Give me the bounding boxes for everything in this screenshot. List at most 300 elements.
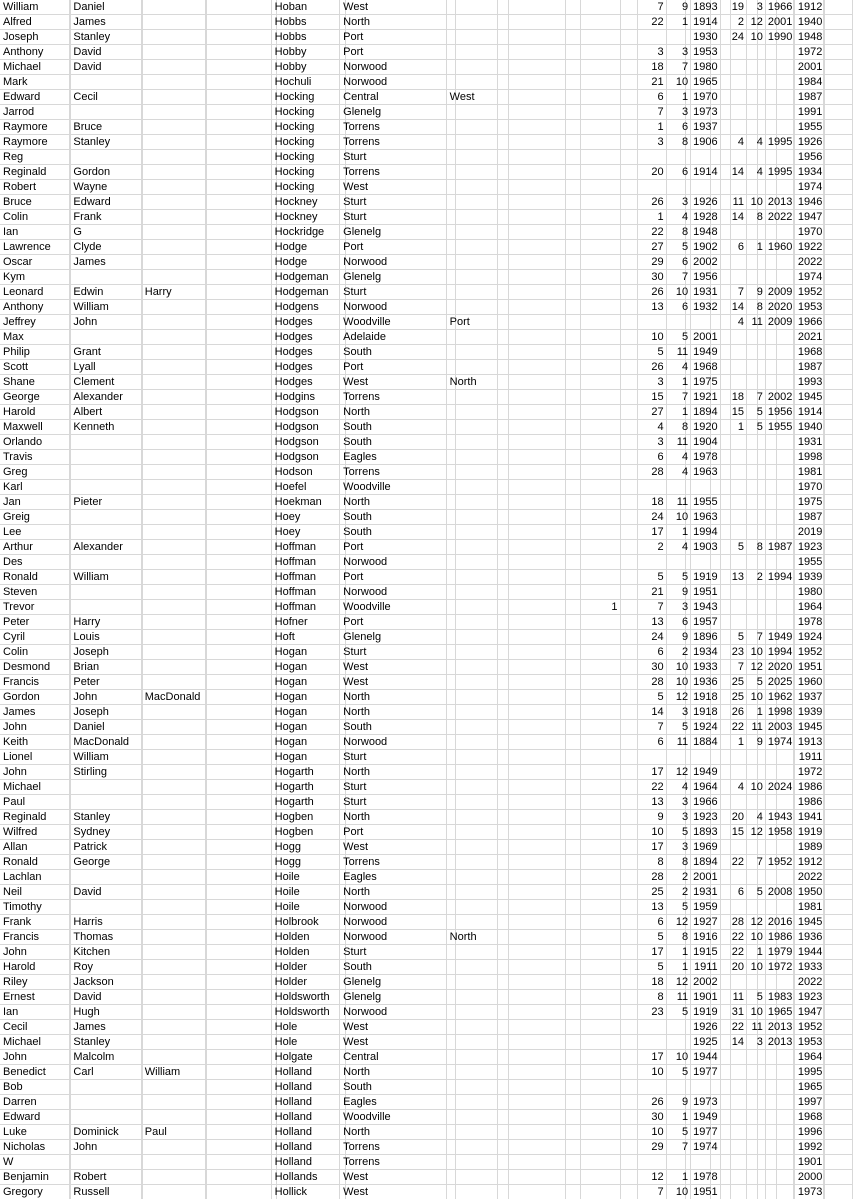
second-middle-name[interactable]: [141, 600, 205, 615]
first-name[interactable]: Anthony: [0, 300, 70, 315]
club[interactable]: North: [340, 15, 447, 30]
empty-cell[interactable]: [498, 390, 566, 405]
club[interactable]: North: [340, 885, 447, 900]
empty-cell[interactable]: [825, 330, 853, 345]
birth-day[interactable]: 10: [620, 1125, 666, 1140]
birth-month[interactable]: 12: [666, 915, 691, 930]
debut-year[interactable]: 1923: [795, 540, 825, 555]
flag[interactable]: [566, 255, 620, 270]
death-day[interactable]: 19: [720, 0, 746, 15]
birth-month[interactable]: 11: [666, 990, 691, 1005]
death-day[interactable]: 22: [720, 1020, 746, 1035]
empty-cell[interactable]: [498, 570, 566, 585]
birth-day[interactable]: 7: [620, 0, 666, 15]
empty-cell[interactable]: [498, 210, 566, 225]
second-middle-name[interactable]: [141, 510, 205, 525]
death-month[interactable]: 10: [747, 960, 766, 975]
club-2[interactable]: [446, 870, 498, 885]
club[interactable]: Sturt: [340, 795, 447, 810]
empty-cell[interactable]: [825, 765, 853, 780]
first-name[interactable]: Orlando: [0, 435, 70, 450]
birth-year[interactable]: 1957: [691, 615, 720, 630]
death-month[interactable]: [747, 870, 766, 885]
flag[interactable]: [566, 0, 620, 15]
flag[interactable]: [566, 30, 620, 45]
death-day[interactable]: 25: [720, 675, 746, 690]
birth-month[interactable]: 6: [666, 120, 691, 135]
empty-cell[interactable]: [498, 600, 566, 615]
middle-name[interactable]: Brian: [70, 660, 141, 675]
empty-cell[interactable]: [205, 195, 271, 210]
birth-year[interactable]: 1934: [691, 645, 720, 660]
empty-cell[interactable]: [205, 1095, 271, 1110]
club[interactable]: Glenelg: [340, 630, 447, 645]
club-2[interactable]: [446, 450, 498, 465]
empty-cell[interactable]: [205, 975, 271, 990]
birth-year[interactable]: 1930: [691, 30, 720, 45]
club[interactable]: Torrens: [340, 1155, 447, 1170]
death-day[interactable]: [720, 1095, 746, 1110]
birth-month[interactable]: 6: [666, 615, 691, 630]
empty-cell[interactable]: [825, 285, 853, 300]
first-name[interactable]: Arthur: [0, 540, 70, 555]
birth-day[interactable]: [620, 30, 666, 45]
club[interactable]: Norwood: [340, 555, 447, 570]
flag[interactable]: [566, 1050, 620, 1065]
middle-name[interactable]: William: [70, 750, 141, 765]
club-2[interactable]: [446, 150, 498, 165]
death-month[interactable]: 8: [747, 210, 766, 225]
death-year[interactable]: [765, 1185, 794, 1199]
empty-cell[interactable]: [498, 1155, 566, 1170]
death-year[interactable]: 2024: [765, 780, 794, 795]
surname[interactable]: Hoile: [271, 885, 340, 900]
first-name[interactable]: Ian: [0, 1005, 70, 1020]
middle-name[interactable]: [70, 150, 141, 165]
club[interactable]: West: [340, 1020, 447, 1035]
birth-day[interactable]: 17: [620, 1050, 666, 1065]
birth-day[interactable]: 10: [620, 330, 666, 345]
empty-cell[interactable]: [498, 960, 566, 975]
club[interactable]: Norwood: [340, 930, 447, 945]
birth-day[interactable]: 24: [620, 630, 666, 645]
empty-cell[interactable]: [205, 795, 271, 810]
death-year[interactable]: 2020: [765, 660, 794, 675]
club-2[interactable]: [446, 945, 498, 960]
surname[interactable]: Holland: [271, 1095, 340, 1110]
club[interactable]: Port: [340, 540, 447, 555]
surname[interactable]: Hoban: [271, 0, 340, 15]
death-day[interactable]: 28: [720, 915, 746, 930]
club-2[interactable]: [446, 30, 498, 45]
empty-cell[interactable]: [205, 930, 271, 945]
birth-year[interactable]: 1915: [691, 945, 720, 960]
club-2[interactable]: [446, 225, 498, 240]
death-month[interactable]: [747, 795, 766, 810]
birth-month[interactable]: 6: [666, 165, 691, 180]
second-middle-name[interactable]: [141, 135, 205, 150]
flag[interactable]: [566, 960, 620, 975]
empty-cell[interactable]: [825, 855, 853, 870]
second-middle-name[interactable]: [141, 990, 205, 1005]
first-name[interactable]: Michael: [0, 780, 70, 795]
empty-cell[interactable]: [205, 735, 271, 750]
debut-year[interactable]: 1945: [795, 720, 825, 735]
death-day[interactable]: 4: [720, 135, 746, 150]
club-2[interactable]: [446, 195, 498, 210]
first-name[interactable]: Raymore: [0, 120, 70, 135]
birth-day[interactable]: 18: [620, 975, 666, 990]
flag[interactable]: [566, 975, 620, 990]
first-name[interactable]: Leonard: [0, 285, 70, 300]
empty-cell[interactable]: [498, 885, 566, 900]
death-month[interactable]: 10: [747, 30, 766, 45]
club[interactable]: Port: [340, 30, 447, 45]
birth-month[interactable]: [666, 480, 691, 495]
middle-name[interactable]: Lyall: [70, 360, 141, 375]
death-day[interactable]: 6: [720, 885, 746, 900]
birth-year[interactable]: 1894: [691, 405, 720, 420]
empty-cell[interactable]: [825, 585, 853, 600]
birth-year[interactable]: [691, 750, 720, 765]
empty-cell[interactable]: [205, 915, 271, 930]
second-middle-name[interactable]: [141, 1050, 205, 1065]
flag[interactable]: [566, 45, 620, 60]
empty-cell[interactable]: [205, 90, 271, 105]
club-2[interactable]: [446, 480, 498, 495]
empty-cell[interactable]: [205, 405, 271, 420]
birth-day[interactable]: 18: [620, 60, 666, 75]
death-month[interactable]: [747, 975, 766, 990]
second-middle-name[interactable]: [141, 840, 205, 855]
first-name[interactable]: Alfred: [0, 15, 70, 30]
second-middle-name[interactable]: [141, 45, 205, 60]
club-2[interactable]: [446, 840, 498, 855]
surname[interactable]: Hodge: [271, 255, 340, 270]
death-month[interactable]: [747, 150, 766, 165]
death-month[interactable]: [747, 225, 766, 240]
birth-year[interactable]: 1884: [691, 735, 720, 750]
empty-cell[interactable]: [825, 90, 853, 105]
second-middle-name[interactable]: [141, 420, 205, 435]
empty-cell[interactable]: [205, 660, 271, 675]
death-day[interactable]: [720, 555, 746, 570]
empty-cell[interactable]: [205, 1155, 271, 1170]
birth-year[interactable]: [691, 555, 720, 570]
death-month[interactable]: 10: [747, 690, 766, 705]
first-name[interactable]: Oscar: [0, 255, 70, 270]
flag[interactable]: [566, 1080, 620, 1095]
debut-year[interactable]: 1946: [795, 195, 825, 210]
death-day[interactable]: 22: [720, 720, 746, 735]
birth-year[interactable]: 1919: [691, 570, 720, 585]
empty-cell[interactable]: [825, 915, 853, 930]
club-2[interactable]: [446, 960, 498, 975]
first-name[interactable]: George: [0, 390, 70, 405]
debut-year[interactable]: 1947: [795, 210, 825, 225]
flag[interactable]: [566, 240, 620, 255]
birth-year[interactable]: 1973: [691, 105, 720, 120]
middle-name[interactable]: [70, 1155, 141, 1170]
club-2[interactable]: [446, 810, 498, 825]
death-month[interactable]: [747, 105, 766, 120]
surname[interactable]: Hockney: [271, 195, 340, 210]
empty-cell[interactable]: [205, 555, 271, 570]
club[interactable]: Torrens: [340, 465, 447, 480]
death-year[interactable]: 2013: [765, 195, 794, 210]
surname[interactable]: Hochuli: [271, 75, 340, 90]
death-month[interactable]: 8: [747, 540, 766, 555]
empty-cell[interactable]: [498, 720, 566, 735]
death-year[interactable]: [765, 255, 794, 270]
surname[interactable]: Hoile: [271, 870, 340, 885]
flag[interactable]: [566, 780, 620, 795]
empty-cell[interactable]: [825, 540, 853, 555]
surname[interactable]: Hoffman: [271, 585, 340, 600]
birth-month[interactable]: 12: [666, 690, 691, 705]
second-middle-name[interactable]: [141, 1020, 205, 1035]
empty-cell[interactable]: [498, 735, 566, 750]
club[interactable]: Sturt: [340, 210, 447, 225]
surname[interactable]: Hofner: [271, 615, 340, 630]
birth-month[interactable]: 5: [666, 825, 691, 840]
death-month[interactable]: [747, 1155, 766, 1170]
birth-year[interactable]: 1969: [691, 840, 720, 855]
debut-year[interactable]: 1964: [795, 1050, 825, 1065]
death-month[interactable]: 12: [747, 660, 766, 675]
empty-cell[interactable]: [825, 390, 853, 405]
surname[interactable]: Hoefel: [271, 480, 340, 495]
birth-day[interactable]: 2: [620, 540, 666, 555]
debut-year[interactable]: 1981: [795, 465, 825, 480]
death-day[interactable]: [720, 1140, 746, 1155]
empty-cell[interactable]: [498, 990, 566, 1005]
club-2[interactable]: [446, 1035, 498, 1050]
birth-year[interactable]: 1902: [691, 240, 720, 255]
death-month[interactable]: 9: [747, 285, 766, 300]
middle-name[interactable]: Roy: [70, 960, 141, 975]
empty-cell[interactable]: [205, 1170, 271, 1185]
club[interactable]: West: [340, 840, 447, 855]
empty-cell[interactable]: [498, 405, 566, 420]
debut-year[interactable]: 2021: [795, 330, 825, 345]
surname[interactable]: Hoffman: [271, 555, 340, 570]
debut-year[interactable]: 1974: [795, 270, 825, 285]
second-middle-name[interactable]: [141, 405, 205, 420]
middle-name[interactable]: Louis: [70, 630, 141, 645]
club[interactable]: South: [340, 525, 447, 540]
surname[interactable]: Holden: [271, 930, 340, 945]
birth-month[interactable]: 4: [666, 465, 691, 480]
death-year[interactable]: 1955: [765, 420, 794, 435]
debut-year[interactable]: 1978: [795, 615, 825, 630]
birth-year[interactable]: 2001: [691, 870, 720, 885]
empty-cell[interactable]: [825, 105, 853, 120]
first-name[interactable]: Benjamin: [0, 1170, 70, 1185]
death-year[interactable]: 1966: [765, 0, 794, 15]
debut-year[interactable]: 1991: [795, 105, 825, 120]
club-2[interactable]: [446, 210, 498, 225]
surname[interactable]: Hodges: [271, 345, 340, 360]
middle-name[interactable]: James: [70, 1020, 141, 1035]
empty-cell[interactable]: [498, 300, 566, 315]
death-year[interactable]: 1979: [765, 945, 794, 960]
middle-name[interactable]: MacDonald: [70, 735, 141, 750]
birth-month[interactable]: 11: [666, 435, 691, 450]
death-day[interactable]: [720, 375, 746, 390]
death-month[interactable]: [747, 330, 766, 345]
empty-cell[interactable]: [825, 210, 853, 225]
club[interactable]: West: [340, 675, 447, 690]
club-2[interactable]: [446, 825, 498, 840]
second-middle-name[interactable]: [141, 495, 205, 510]
second-middle-name[interactable]: [141, 975, 205, 990]
first-name[interactable]: Max: [0, 330, 70, 345]
death-month[interactable]: [747, 1170, 766, 1185]
second-middle-name[interactable]: [141, 195, 205, 210]
empty-cell[interactable]: [205, 480, 271, 495]
flag[interactable]: [566, 525, 620, 540]
flag[interactable]: [566, 675, 620, 690]
empty-cell[interactable]: [498, 930, 566, 945]
death-month[interactable]: 4: [747, 165, 766, 180]
birth-year[interactable]: 1903: [691, 540, 720, 555]
second-middle-name[interactable]: [141, 915, 205, 930]
middle-name[interactable]: [70, 105, 141, 120]
birth-month[interactable]: 3: [666, 195, 691, 210]
club[interactable]: Eagles: [340, 1095, 447, 1110]
empty-cell[interactable]: [498, 780, 566, 795]
middle-name[interactable]: [70, 510, 141, 525]
club-2[interactable]: [446, 120, 498, 135]
second-middle-name[interactable]: [141, 150, 205, 165]
first-name[interactable]: Bruce: [0, 195, 70, 210]
club[interactable]: Central: [340, 90, 447, 105]
empty-cell[interactable]: [498, 285, 566, 300]
birth-day[interactable]: 25: [620, 885, 666, 900]
empty-cell[interactable]: [205, 645, 271, 660]
flag[interactable]: [566, 495, 620, 510]
flag[interactable]: [566, 510, 620, 525]
birth-month[interactable]: 9: [666, 1095, 691, 1110]
debut-year[interactable]: 1981: [795, 900, 825, 915]
death-year[interactable]: 1952: [765, 855, 794, 870]
empty-cell[interactable]: [825, 345, 853, 360]
first-name[interactable]: Luke: [0, 1125, 70, 1140]
first-name[interactable]: Allan: [0, 840, 70, 855]
death-day[interactable]: [720, 1185, 746, 1199]
birth-year[interactable]: [691, 150, 720, 165]
empty-cell[interactable]: [498, 495, 566, 510]
flag[interactable]: [566, 900, 620, 915]
club[interactable]: Torrens: [340, 390, 447, 405]
death-day[interactable]: [720, 45, 746, 60]
birth-year[interactable]: 1949: [691, 765, 720, 780]
surname[interactable]: Hogg: [271, 855, 340, 870]
middle-name[interactable]: Frank: [70, 210, 141, 225]
death-year[interactable]: [765, 765, 794, 780]
club[interactable]: Norwood: [340, 900, 447, 915]
first-name[interactable]: Reginald: [0, 165, 70, 180]
middle-name[interactable]: Stanley: [70, 135, 141, 150]
flag[interactable]: [566, 345, 620, 360]
birth-month[interactable]: 5: [666, 720, 691, 735]
second-middle-name[interactable]: [141, 900, 205, 915]
empty-cell[interactable]: [498, 225, 566, 240]
death-month[interactable]: [747, 510, 766, 525]
debut-year[interactable]: 1970: [795, 480, 825, 495]
debut-year[interactable]: 1944: [795, 945, 825, 960]
first-name[interactable]: Cyril: [0, 630, 70, 645]
death-year[interactable]: [765, 270, 794, 285]
empty-cell[interactable]: [205, 420, 271, 435]
death-day[interactable]: [720, 615, 746, 630]
second-middle-name[interactable]: [141, 720, 205, 735]
flag[interactable]: [566, 210, 620, 225]
middle-name[interactable]: William: [70, 300, 141, 315]
surname[interactable]: Hollick: [271, 1185, 340, 1199]
second-middle-name[interactable]: [141, 810, 205, 825]
second-middle-name[interactable]: [141, 450, 205, 465]
debut-year[interactable]: 1924: [795, 630, 825, 645]
surname[interactable]: Hodgins: [271, 390, 340, 405]
death-day[interactable]: 25: [720, 690, 746, 705]
debut-year[interactable]: 1966: [795, 315, 825, 330]
first-name[interactable]: W: [0, 1155, 70, 1170]
flag[interactable]: [566, 420, 620, 435]
debut-year[interactable]: 1984: [795, 75, 825, 90]
first-name[interactable]: Greig: [0, 510, 70, 525]
death-year[interactable]: 1965: [765, 1005, 794, 1020]
empty-cell[interactable]: [498, 810, 566, 825]
debut-year[interactable]: 1923: [795, 990, 825, 1005]
death-day[interactable]: 22: [720, 945, 746, 960]
club-2[interactable]: [446, 1050, 498, 1065]
middle-name[interactable]: [70, 450, 141, 465]
death-day[interactable]: 4: [720, 780, 746, 795]
surname[interactable]: Holgate: [271, 1050, 340, 1065]
empty-cell[interactable]: [498, 915, 566, 930]
death-day[interactable]: [720, 105, 746, 120]
death-year[interactable]: [765, 480, 794, 495]
first-name[interactable]: Harold: [0, 405, 70, 420]
empty-cell[interactable]: [825, 675, 853, 690]
surname[interactable]: Hoile: [271, 900, 340, 915]
empty-cell[interactable]: [498, 645, 566, 660]
middle-name[interactable]: [70, 795, 141, 810]
birth-year[interactable]: 1968: [691, 360, 720, 375]
middle-name[interactable]: Hugh: [70, 1005, 141, 1020]
second-middle-name[interactable]: [141, 210, 205, 225]
birth-month[interactable]: [666, 1155, 691, 1170]
surname[interactable]: Hodgeman: [271, 285, 340, 300]
birth-day[interactable]: 7: [620, 1185, 666, 1199]
death-year[interactable]: [765, 360, 794, 375]
club-2[interactable]: [446, 540, 498, 555]
debut-year[interactable]: 1987: [795, 90, 825, 105]
birth-year[interactable]: 2001: [691, 330, 720, 345]
death-day[interactable]: [720, 495, 746, 510]
first-name[interactable]: Michael: [0, 60, 70, 75]
club-2[interactable]: [446, 720, 498, 735]
death-year[interactable]: [765, 495, 794, 510]
club[interactable]: Norwood: [340, 585, 447, 600]
birth-month[interactable]: 1: [666, 960, 691, 975]
empty-cell[interactable]: [825, 1155, 853, 1170]
debut-year[interactable]: 1973: [795, 1185, 825, 1199]
death-day[interactable]: [720, 750, 746, 765]
flag[interactable]: [566, 645, 620, 660]
